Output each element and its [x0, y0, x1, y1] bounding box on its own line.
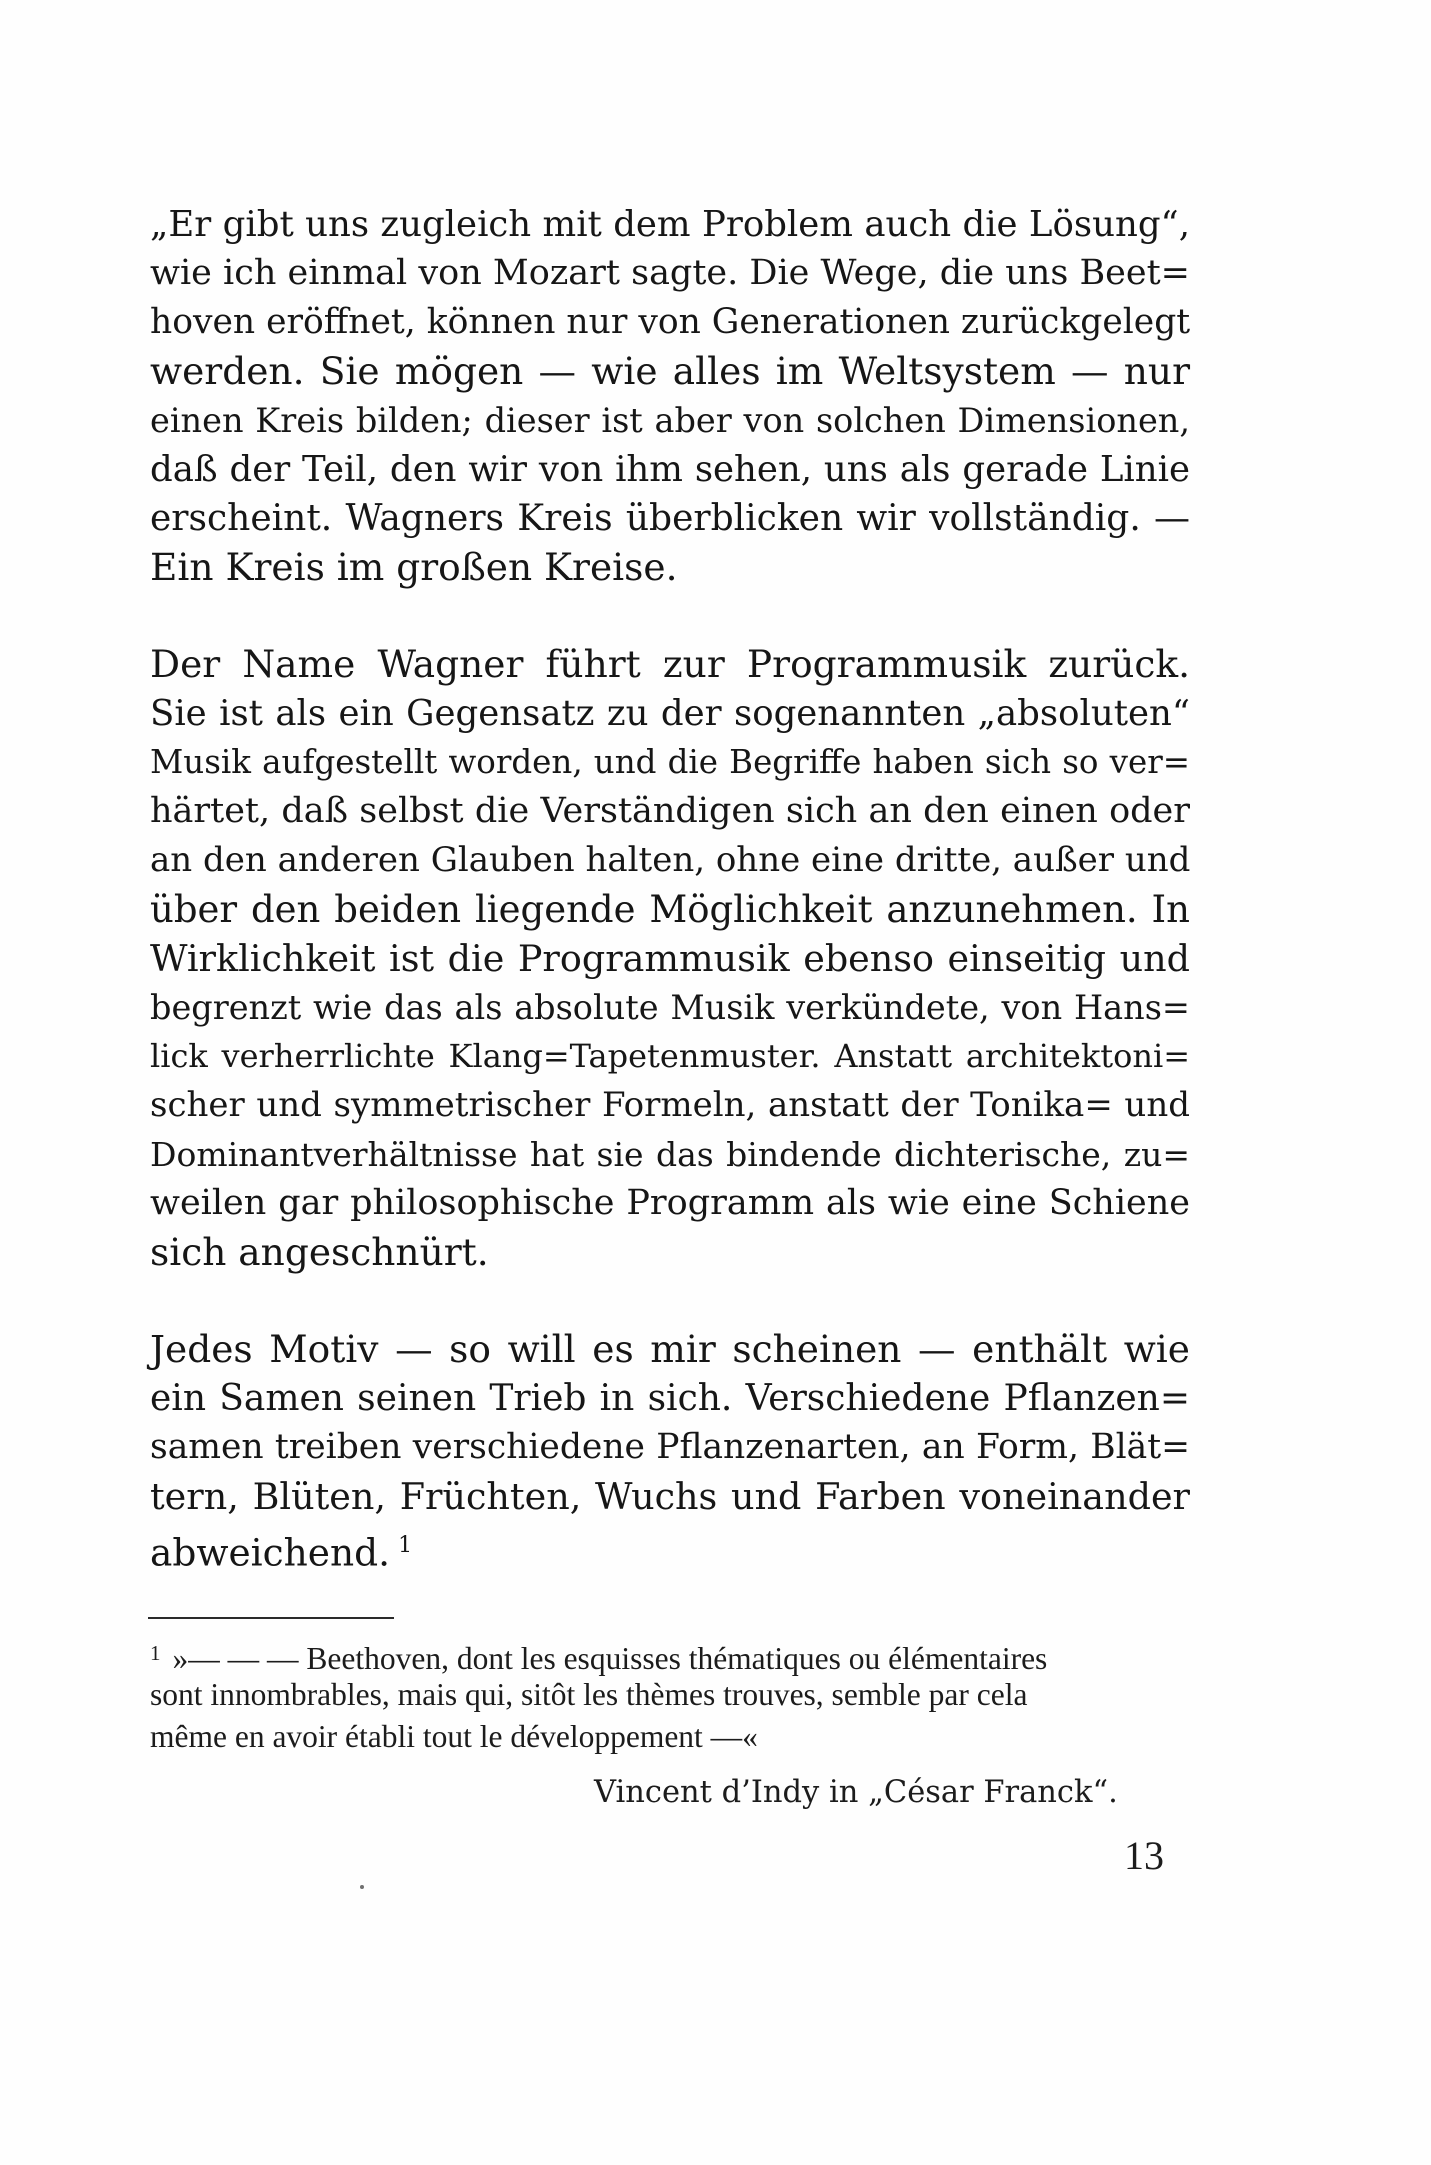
paragraph-3	[150, 1325, 1190, 1575]
text-line: daß der Teil, den wir von ihm sehen, uns als gerade Linie	[150, 449, 1190, 490]
main-text	[150, 200, 1191, 1575]
footnote-line	[150, 1632, 1188, 1674]
text-line: einen Kreis bilden; dieser ist aber von solchen Dimensionen,	[150, 401, 1190, 440]
footnote-line: même en avoir établi tout le développement —«	[150, 1719, 758, 1754]
text-line: „Er gibt uns zugleich mit dem Problem auch die Lösung“,	[150, 204, 1190, 245]
page-number: 13	[1124, 1833, 1164, 1878]
text-line: erscheint. Wagners Kreis überblicken wir vollständig. —	[150, 498, 1190, 539]
text-line: härtet, daß selbst die Verständigen sich an den einen oder	[150, 791, 1190, 831]
text-line: tern, Blüten, Früchten, Wuchs und Farben voneinander	[150, 1475, 1190, 1518]
footnote-line-text: »— — — Beethoven, dont les esquisses thématiques ou élémentaires	[172, 1641, 1048, 1676]
footnote-divider	[148, 1617, 394, 1619]
text-line: Ein Kreis im großen Kreise.	[150, 545, 678, 589]
text-line: Sie ist als ein Gegensatz zu der sogenannten „absoluten“	[150, 693, 1190, 734]
text-line: an den anderen Glauben halten, ohne eine dritte, außer und	[150, 840, 1191, 880]
text-line: weilen gar philosophische Programm als wie eine Schiene	[150, 1183, 1190, 1223]
text-line: Jedes Motiv — so will es mir scheinen — enthält wie	[150, 1327, 1190, 1371]
paragraph-gap	[150, 1277, 1190, 1325]
text-line: wie ich einmal von Mozart sagte. Die Wege, die uns Beet=	[150, 253, 1190, 293]
text-line: Wirklichkeit ist die Programmusik ebenso einseitig und	[150, 937, 1190, 980]
text-line	[150, 1521, 1190, 1575]
text-line: Dominantverhältnisse hat sie das bindende dichterische, zu=	[150, 1135, 1190, 1174]
paragraph-gap	[150, 592, 1190, 640]
text-line: Der Name Wagner führt zur Programmusik zurück.	[150, 642, 1190, 686]
footnote-reference[interactable]: 1	[398, 1533, 413, 1558]
footnote-source: Vincent d’Indy in „César Franck“.	[594, 1775, 1118, 1810]
text-line: über den beiden liegende Möglichkeit anzunehmen. In	[150, 888, 1190, 931]
text-line: scher und symmetrischer Formeln, anstatt der Tonika= und	[150, 1085, 1190, 1125]
text-line-content: abweichend.	[150, 1530, 391, 1575]
text-line: werden. Sie mögen — wie alles im Weltsystem — nur	[150, 349, 1190, 393]
footnote	[150, 1632, 1188, 1758]
text-line: hoven eröffnet, können nur von Generationen zurückgelegt	[150, 302, 1191, 342]
footnote-marker: 1	[150, 1641, 161, 1665]
paper-speck	[360, 1885, 364, 1889]
text-line: Musik aufgestellt worden, und die Begriffe haben sich so ver=	[150, 743, 1190, 781]
paragraph-1	[150, 200, 1190, 592]
footnote-line: sont innombrables, mais qui, sitôt les thèmes trouves, semble par cela	[150, 1677, 1028, 1712]
paragraph-2	[150, 640, 1190, 1277]
text-line: lick verherrlichte Klang=Tapetenmuster. Anstatt architektoni=	[150, 1037, 1190, 1075]
text-line: sich angeschnürt.	[150, 1230, 489, 1274]
text-line: ein Samen seinen Trieb in sich. Verschiedene Pflanzen=	[150, 1378, 1190, 1419]
text-line: samen treiben verschiedene Pflanzenarten, an Form, Blät=	[150, 1427, 1190, 1467]
text-line: begrenzt wie das als absolute Musik verkündete, von Hans=	[150, 988, 1190, 1027]
